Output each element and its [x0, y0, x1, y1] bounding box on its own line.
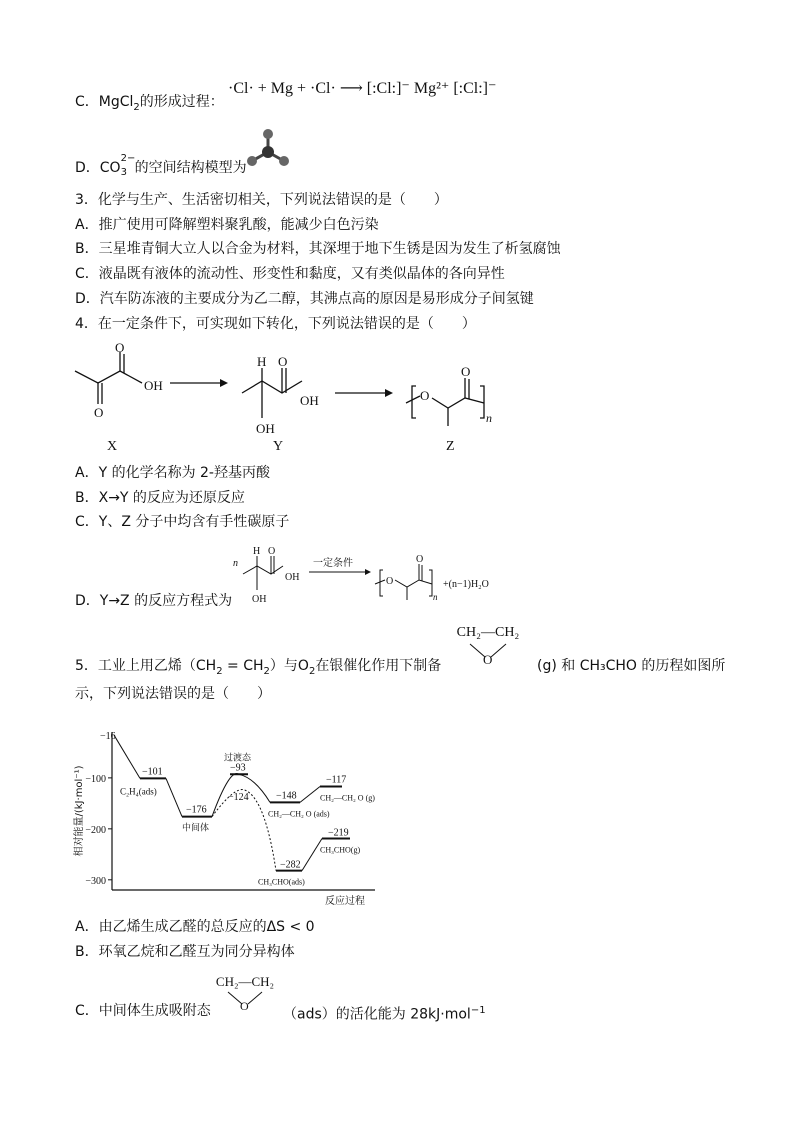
x-atom-oh: OH: [144, 378, 163, 393]
species-transition-state: 过渡态: [224, 753, 252, 764]
energy-value-label: −16: [100, 731, 116, 743]
q4-option-b: B．X→Y 的反应为还原反应: [75, 490, 245, 506]
co3-prefix: D．CO: [75, 160, 121, 176]
d-z-subscript-n: n: [433, 592, 438, 602]
d-coefficient-n: n: [233, 558, 238, 569]
y-atom-o: O: [278, 354, 288, 369]
species-epoxide-ads: CH₂—CH₂ O (ads): [268, 809, 330, 819]
q4-option-c: C．Y、Z 分子中均含有手性碳原子: [75, 514, 290, 530]
co3-model-image: [244, 128, 296, 170]
co3-tail: 的空间结构模型为: [134, 160, 247, 176]
option-c-tail: 的形成过程：: [139, 94, 224, 110]
q5-line2: 示，下列说法错误的是（ ）: [75, 686, 271, 702]
y-tick-label: −100: [85, 773, 106, 785]
q5-option-b: B．环氧乙烷和乙醛互为同分异构体: [75, 944, 295, 960]
q4-stem: 4．在一定条件下，可实现如下转化，下列说法错误的是（ ）: [75, 316, 476, 332]
y-atom-oh-right: OH: [300, 393, 319, 408]
q5-option-c-end: [283, 1002, 486, 1024]
q4-reaction-scheme: [60, 338, 520, 458]
epoxide-structure: [448, 624, 528, 666]
d-z-atom-o-chain: O: [386, 576, 394, 587]
q3-option-b: B．三星堆青铜大立人以合金为材料，其深埋于地下生锈是因为发生了析氢腐蚀: [75, 241, 561, 257]
species-intermediate: 中间体: [182, 823, 210, 834]
co3-sub: 3: [120, 167, 127, 178]
q3-option-c: C．液晶既有液体的流动性、形变性和黏度，又有类似晶体的各向异性: [75, 266, 505, 282]
x-atom-o-top: O: [115, 340, 125, 355]
q4-d-equation: [225, 540, 525, 610]
energy-value-label: −124: [228, 792, 249, 804]
epoxide-o: O: [483, 652, 493, 666]
equation-right: [:Cl:]⁻ Mg²⁺ [:Cl:]⁻: [366, 80, 497, 97]
energy-value-label: −93: [230, 762, 246, 774]
option-c-mgcl2: [75, 93, 224, 117]
q5-option-a: A．由乙烯生成乙醛的总反应的ΔS < 0: [75, 919, 315, 935]
species-epoxide-g: CH₂—CH₂ O (g): [320, 793, 375, 803]
d-condition-label: 一定条件: [313, 558, 353, 569]
q5-text-b: = CH: [222, 658, 264, 674]
energy-value-label: −282: [280, 859, 301, 871]
molecule-x: [75, 352, 142, 404]
q5-c-sup: −1: [470, 1005, 486, 1016]
option-c-label: C．MgCl: [75, 94, 134, 110]
z-atom-o-chain: O: [420, 388, 430, 403]
q3-option-d: D．汽车防冻液的主要成分为乙二醇，其沸点高的原因是易形成分子间氢键: [75, 291, 534, 307]
q4-option-a: A．Y 的化学名称为 2-羟基丙酸: [75, 465, 270, 481]
x-axis-label: 反应过程: [325, 896, 365, 907]
epoxide-ads-top: CH₂—CH₂: [215, 974, 275, 989]
label-z: Z: [446, 439, 455, 454]
q5-text-d: 在银催化作用下制备: [315, 658, 442, 674]
energy-profile-chart: [70, 722, 390, 912]
energy-value-label: −176: [186, 804, 207, 816]
option-c-sub: 2: [133, 101, 140, 113]
epoxide-ads-structure: [210, 974, 280, 1012]
y-tick-label: −300: [85, 875, 106, 887]
y-atom-h: H: [257, 354, 267, 369]
q5-c-text-a: C．中间体生成吸附态: [75, 1003, 211, 1019]
label-x: X: [107, 439, 118, 454]
energy-value-label: −219: [328, 827, 349, 839]
y-atom-oh-bottom: OH: [256, 421, 275, 436]
mgcl2-equation: [228, 78, 496, 98]
epoxide-top: CH₂—CH₂: [456, 625, 520, 640]
d-water-term: +(n−1)H₂O: [443, 579, 489, 590]
y-axis-label: 相对能量/(kJ·mol⁻¹): [74, 765, 85, 857]
q3-stem: 3．化学与生产、生活密切相关，下列说法错误的是（ ）: [75, 192, 448, 208]
energy-value-label: −101: [142, 766, 163, 778]
energy-value-label: −117: [326, 774, 347, 786]
q5-text-c: ）与O: [269, 658, 309, 674]
option-d-co3: [75, 153, 247, 178]
q5-text-a: 5．工业上用乙烯（CH: [75, 658, 217, 674]
d-y-atom-o: O: [268, 546, 276, 557]
q5-line1-end: (g) 和 CH₃CHO 的历程如图所: [537, 658, 726, 674]
path-segment: [166, 778, 182, 816]
z-atom-o-top: O: [461, 364, 471, 379]
q5-line1: 5．工业上用乙烯$(CH_2 = CH_2)$与$O_2$在银催化作用下制备: [75, 658, 442, 677]
q3-option-a: A．推广使用可降解塑料聚乳酸，能减少白色污染: [75, 217, 379, 233]
species-c2h4-ads: C₂H₄(ads): [120, 786, 157, 797]
equation-arrow: ⟶: [339, 80, 367, 97]
d-z-atom-o-top: O: [416, 554, 424, 565]
d-y-atom-h: H: [253, 546, 261, 557]
epoxide-ads-o: O: [240, 999, 249, 1012]
x-atom-o-bottom: O: [94, 405, 104, 420]
label-y: Y: [273, 439, 284, 454]
d-y-atom-oh-bottom: OH: [252, 594, 267, 605]
molecule-y: [242, 368, 302, 418]
path-segment: [302, 839, 322, 871]
y-tick-label: −200: [85, 824, 106, 836]
path-segment: [300, 787, 320, 803]
molecule-z: [406, 378, 484, 426]
q5-option-c: [75, 1002, 211, 1020]
q4-option-d: D．Y→Z 的反应方程式为: [75, 593, 233, 609]
energy-value-label: −148: [276, 790, 297, 802]
co3-sup: 2−: [120, 153, 136, 164]
species-ch3cho-ads: CH₃CHO(ads): [258, 877, 305, 887]
q5-c-text-b: （ads）的活化能为 28kJ·mol: [283, 1006, 471, 1023]
equation-left: ·Cl· + Mg + ·Cl·: [228, 80, 336, 97]
d-y-atom-oh-right: OH: [285, 572, 300, 583]
path-segment: [114, 735, 140, 778]
species-ch3cho-g: CH₃CHO(g): [320, 845, 361, 855]
z-subscript-n: n: [486, 411, 492, 425]
